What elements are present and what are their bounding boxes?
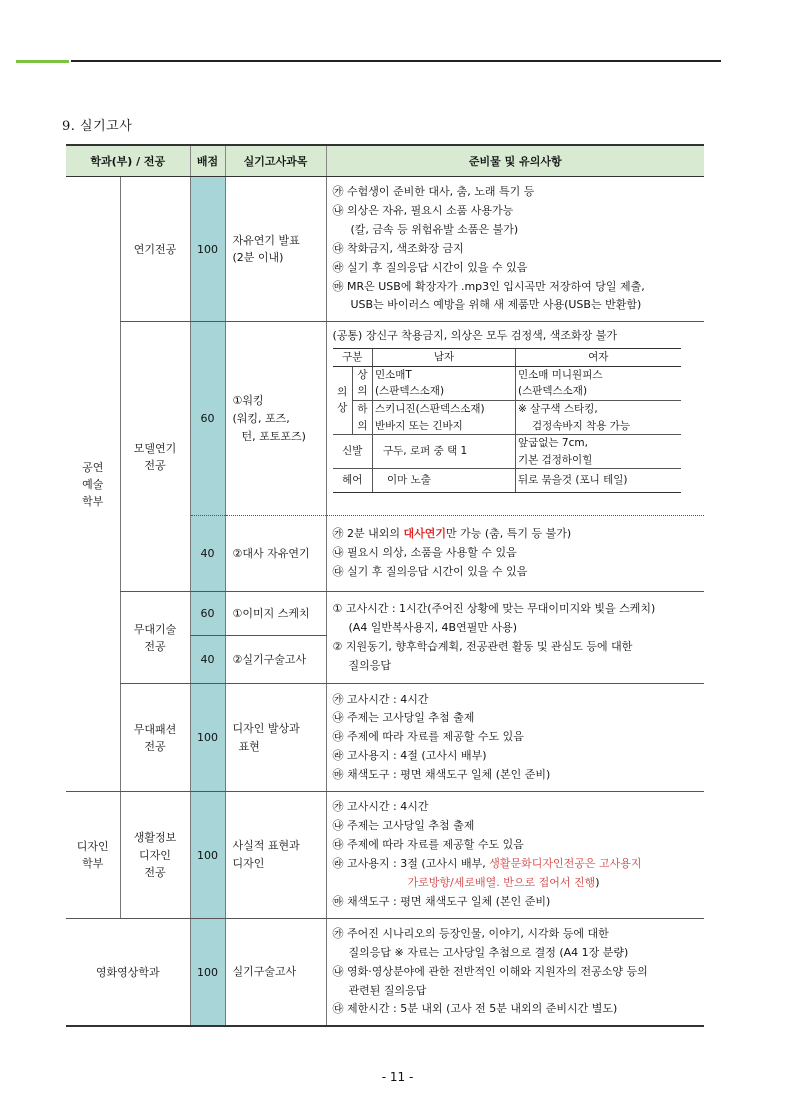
note-line: ㉯ 필요시 의상, 소품을 사용할 수 있음 [332, 546, 517, 560]
grid-h-female: 여자 [516, 349, 681, 367]
note-line: ㉱ 고사용지 : 4절 (고사시 배부) [332, 749, 487, 763]
score-film: 100 [190, 918, 225, 1026]
subject-design [225, 792, 326, 918]
header-notes: 준비물 및 유의사항 [326, 145, 704, 177]
note-line: ㉰ 제한시간 : 5분 내외 (고사 전 5분 내외의 준비시간 별도) [332, 1002, 618, 1016]
subject-acting [225, 177, 326, 322]
note-line: ㉰ 주제에 따라 자료를 제공할 수도 있음 [332, 838, 524, 852]
label-char: 의 [337, 385, 348, 398]
note-line: ㉮ 고사시간 : 4시간 [332, 800, 429, 814]
major-line: 디자인 [139, 848, 171, 862]
grid-header [333, 349, 681, 367]
subject-monologue: ②대사 자유연기 [225, 516, 326, 592]
note-line [333, 874, 701, 893]
note-emphasis: 대사연기 [403, 527, 447, 541]
subject-line: (2분 이내) [232, 251, 284, 265]
note-text: ㉮ 2분 내외의 [332, 527, 404, 541]
cell-line: 민소매T [375, 368, 412, 381]
grid-h-male: 남자 [373, 349, 516, 367]
cell-line: 스키니진(스판덱스소재) [375, 402, 485, 415]
table-row-stage-fashion [66, 684, 704, 792]
note-highlight: 가로방향/세로배열. 반으로 접어서 진행 [407, 875, 596, 889]
grid-bottom-male [373, 400, 516, 434]
header-subject: 실기고사과목 [225, 145, 326, 177]
header-rule [71, 60, 721, 62]
cell-line: ※ 살구색 스타킹, [518, 402, 598, 415]
table-header-row [66, 145, 704, 177]
subject-film: 실기구술고사 [225, 918, 326, 1026]
notes-film [326, 918, 704, 1026]
label-char: 상 [337, 402, 348, 415]
subject-oral: ②실기구술고사 [225, 636, 326, 684]
label-char: 상 [357, 368, 368, 381]
notes-monologue [326, 516, 704, 592]
subject-stage-fashion [225, 684, 326, 792]
grid-row-hair [333, 469, 681, 493]
score-oral: 40 [190, 636, 225, 684]
header-dept: 학과(부) / 전공 [66, 145, 190, 177]
grid-shoes-label: 신발 [333, 435, 373, 469]
note-line: ㉲ 채색도구 : 평면 채색도구 일체 (본인 준비) [332, 894, 551, 908]
major-line: 전공 [144, 458, 166, 472]
subject-line: 표현 [238, 739, 260, 753]
label-char: 하 [357, 402, 368, 415]
dept-line: 학부 [82, 494, 104, 508]
grid-bottom-label [353, 400, 373, 434]
note-line: 관련된 질의응답 [348, 983, 427, 997]
major-stage-fashion [120, 684, 190, 792]
note-text: ㉱ 고사용지 : 3절 (고사시 배부, [332, 857, 490, 871]
grid-hair-female: 뒤로 묶을것 (포니 테일) [516, 469, 681, 493]
note-line: ㉰ 착화금지, 색조화장 금지 [332, 241, 464, 255]
major-line: 전공 [144, 739, 166, 753]
note-line: (A4 일반복사용지, 4B연필만 사용) [348, 620, 518, 634]
score-design: 100 [190, 792, 225, 918]
subject-line: 턴, 포토포즈) [241, 429, 306, 443]
dept-design [66, 792, 120, 918]
note-line: ㉱ 실기 후 질의응답 시간이 있을 수 있음 [332, 260, 528, 274]
grid-top-female [516, 366, 681, 400]
subject-line: 자유연기 발표 [232, 233, 300, 247]
table-row-model-walking [66, 322, 704, 516]
table-row-acting [66, 177, 704, 322]
table-row-design [66, 792, 704, 918]
subject-walking [225, 322, 326, 516]
note-line: ㉮ 고사시간 : 4시간 [332, 692, 429, 706]
subject-line: 사실적 표현과 [232, 839, 300, 853]
header-accent-bar [16, 60, 69, 63]
note-line: ㉯ 주제는 고사당일 추첨 출제 [332, 819, 475, 833]
grid-row-shoes [333, 435, 681, 469]
subject-line: ①워킹 [232, 394, 264, 408]
cell-line: 민소매 미니원피스 [518, 368, 603, 381]
note-line: 질의응답 ※ 자료는 고사당일 추첨으로 결정 (A4 1장 분량) [348, 945, 629, 959]
table-row-film [66, 918, 704, 1026]
dept-line: 학부 [82, 857, 104, 871]
cell-line: 반바지 또는 긴바지 [375, 419, 463, 432]
note-line: (공통) 장신구 착용금지, 의상은 모두 검정색, 색조화장 불가 [332, 329, 617, 343]
header-score: 배점 [190, 145, 225, 177]
note-line: ㉯ 의상은 자유, 필요시 소품 사용가능 [332, 203, 514, 217]
exam-table [66, 144, 704, 1027]
note-line: (칼, 금속 등 위험유발 소품은 불가) [350, 222, 519, 236]
note-text: ) [595, 875, 600, 889]
grid-clothing-label [333, 366, 353, 434]
grid-shoes-female [516, 435, 681, 469]
note-line: ㉮ 수험생이 준비한 대사, 춤, 노래 특기 등 [332, 185, 535, 198]
major-acting: 연기전공 [120, 177, 190, 322]
note-line: USB는 바이러스 예방을 위해 새 제품만 사용(USB는 반환함) [350, 298, 642, 312]
note-highlight: 생활문화디자인전공은 고사용지 [489, 857, 642, 871]
cell-line: 기본 검정하이힐 [518, 453, 593, 466]
dept-line: 공연 [82, 460, 104, 474]
major-line: 전공 [144, 639, 166, 653]
note-line: ㉲ MR은 USB에 확장자가 .mp3인 입시곡만 저장하여 당일 제출, [332, 279, 645, 293]
notes-walking [326, 322, 704, 516]
note-line: ㉮ 주어진 시나리오의 등장인물, 이야기, 시각화 등에 대한 [332, 926, 609, 940]
note-line [333, 855, 701, 874]
note-line: ㉯ 주제는 고사당일 추첨 출제 [332, 711, 475, 725]
section-title: 9. 실기고사 [62, 119, 133, 134]
score-stage-fashion: 100 [190, 684, 225, 792]
subject-line: (워킹, 포즈, [232, 412, 290, 426]
grid-row-bottom [333, 400, 681, 434]
note-line: ㉰ 실기 후 질의응답 시간이 있을 수 있음 [332, 565, 528, 579]
grid-top-label [353, 366, 373, 400]
grid-row-top [333, 366, 681, 400]
major-line: 모델연기 [133, 441, 177, 455]
page-number: - 11 - [381, 1070, 414, 1084]
label-char: 의 [357, 385, 368, 398]
subject-sketch: ①이미지 스케치 [225, 592, 326, 636]
score-walking: 60 [190, 322, 225, 516]
grid-shoes-male: 구두, 로퍼 중 택 1 [373, 435, 516, 469]
dept-line: 디자인 [76, 840, 109, 854]
notes-stage-fashion [326, 684, 704, 792]
major-model [120, 322, 190, 592]
note-line: ㉲ 채색도구 : 평면 채색도구 일체 (본인 준비) [332, 768, 551, 782]
note-text: 만 가능 (춤, 특기 등 불가) [446, 527, 572, 541]
note-line: 질의응답 [348, 658, 392, 672]
major-line: 무대패션 [133, 722, 177, 736]
score-monologue: 40 [190, 516, 225, 592]
label-char: 의 [357, 419, 368, 432]
major-design [120, 792, 190, 918]
note-line: ① 고사시간 : 1시간(주어진 상황에 맞는 무대이미지와 빛을 스케치) [332, 602, 656, 616]
grid-h-category: 구분 [333, 349, 373, 367]
note-line: ㉰ 주제에 따라 자료를 제공할 수도 있음 [332, 730, 524, 744]
notes-stage-art [326, 592, 704, 684]
cell-line: (스판덱스소재) [375, 385, 445, 398]
dress-code-grid [333, 348, 681, 493]
major-stage-art [120, 592, 190, 684]
subject-line: 디자인 발상과 [232, 722, 300, 736]
score-sketch: 60 [190, 592, 225, 636]
notes-acting [326, 177, 704, 322]
subject-line: 디자인 [232, 857, 265, 871]
score-acting: 100 [190, 177, 225, 322]
note-line [333, 525, 701, 544]
cell-line: 앞굽없는 7cm, [518, 437, 588, 450]
major-line: 생활정보 [133, 831, 177, 845]
major-line: 무대기술 [133, 622, 177, 636]
dept-film: 영화영상학과 [66, 918, 190, 1026]
dept-performing-arts [66, 177, 120, 792]
notes-design [326, 792, 704, 918]
grid-hair-label: 헤어 [333, 469, 373, 493]
grid-hair-male: 이마 노출 [373, 469, 516, 493]
dept-line: 예술 [82, 477, 104, 491]
grid-bottom-female [516, 400, 681, 434]
major-line: 전공 [144, 865, 166, 879]
grid-top-male [373, 366, 516, 400]
note-line: ㉯ 영화·영상분야에 관한 전반적인 이해와 지원자의 전공소양 등의 [332, 964, 648, 978]
note-line: ② 지원동기, 향후학습계획, 전공관련 활동 및 관심도 등에 대한 [332, 639, 633, 653]
table-row-stage-art-1 [66, 592, 704, 636]
cell-line: (스판덱스소재) [518, 385, 588, 398]
cell-line: 검정속바지 착용 가능 [532, 419, 630, 432]
